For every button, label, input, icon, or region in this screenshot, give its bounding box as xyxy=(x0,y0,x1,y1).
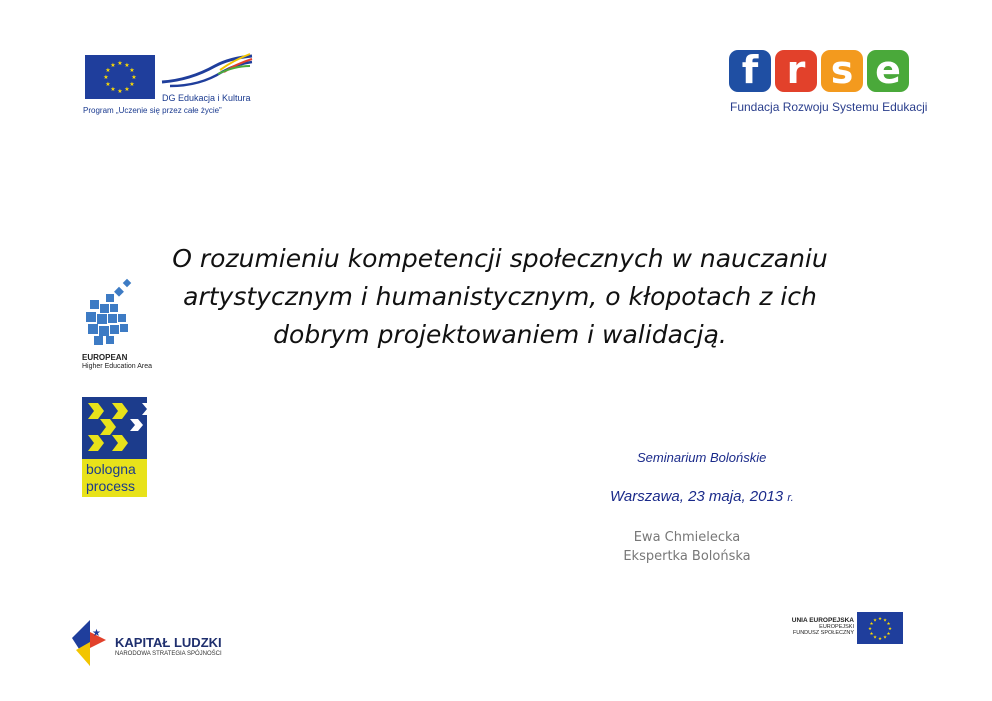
bologna-word: bologna xyxy=(86,461,136,477)
kapital-ludzki-icon xyxy=(72,618,108,668)
frse-letter-s: s xyxy=(821,50,863,92)
svg-text:★: ★ xyxy=(886,622,891,627)
svg-text:★: ★ xyxy=(869,632,874,637)
svg-text:★: ★ xyxy=(886,632,891,637)
svg-text:★: ★ xyxy=(877,637,883,642)
seminar-name: Seminarium Bolońskie xyxy=(637,450,767,465)
svg-text:★: ★ xyxy=(103,74,109,81)
ehea-puzzle-logo xyxy=(82,278,142,348)
eu-union-label: UNIA EUROPEJSKA xyxy=(791,617,854,624)
kapital-ludzki-subtitle: NARODOWA STRATEGIA SPÓJNOŚCI xyxy=(115,651,222,657)
ehea-label-european: EUROPEAN xyxy=(82,353,128,362)
svg-text:★: ★ xyxy=(117,88,123,95)
eu-fund-label-2: FUNDUSZ SPOŁECZNY xyxy=(792,630,854,636)
process-word: process xyxy=(86,478,136,494)
ehea-label-area: Higher Education Area xyxy=(82,363,153,370)
venue-date-suffix: r. xyxy=(787,492,794,504)
svg-text:★: ★ xyxy=(92,628,101,639)
svg-text:★: ★ xyxy=(867,627,873,632)
svg-text:★: ★ xyxy=(869,622,874,627)
lifelong-learning-program-label: Program „Uczenie się przez całe życie” xyxy=(83,106,222,115)
frse-letter-e: e xyxy=(867,50,909,92)
title-line-1: O rozumieniu kompetencji społecznych w nauczaniu xyxy=(172,244,828,273)
svg-text:★: ★ xyxy=(872,618,878,624)
svg-text:★: ★ xyxy=(887,627,893,632)
eu-fund-label-1: EUROPEJSKI xyxy=(819,624,854,630)
frse-caption: Fundacja Rozwoju Systemu Edukacji xyxy=(730,100,928,114)
kapital-ludzki-title: KAPITAŁ LUDZKI xyxy=(115,635,222,650)
svg-text:★: ★ xyxy=(105,81,111,88)
svg-text:★: ★ xyxy=(110,62,116,69)
dg-education-culture-label: DG Edukacja i Kultura xyxy=(162,93,251,103)
title-line-3: dobrym projektowaniem i walidacją. xyxy=(273,320,727,349)
svg-text:★: ★ xyxy=(105,67,111,74)
svg-text:★: ★ xyxy=(129,67,135,74)
frse-letter-r: r xyxy=(775,50,817,92)
svg-text:★: ★ xyxy=(110,86,116,93)
author-role: Ekspertka Bolońska xyxy=(623,549,751,564)
svg-text:★: ★ xyxy=(882,635,888,641)
author-block xyxy=(622,528,752,566)
svg-text:★: ★ xyxy=(129,81,135,88)
svg-text:★: ★ xyxy=(882,618,888,624)
presentation-title xyxy=(120,240,880,354)
author-name: Ewa Chmielecka xyxy=(633,530,741,545)
svg-text:★: ★ xyxy=(131,74,137,81)
svg-text:★: ★ xyxy=(872,635,878,641)
svg-text:★: ★ xyxy=(117,60,123,67)
svg-text:★: ★ xyxy=(124,62,130,69)
eu-flag-bottom-logo xyxy=(857,612,903,644)
bologna-process-logo xyxy=(82,397,157,497)
seminar-venue-date xyxy=(610,488,794,505)
eu-social-fund-text xyxy=(776,617,854,636)
eu-flag-logo xyxy=(85,55,155,99)
lifelong-learning-swoosh-logo xyxy=(160,52,255,94)
svg-text:★: ★ xyxy=(877,617,883,622)
frse-letter-f: f xyxy=(729,50,771,92)
svg-text:★: ★ xyxy=(124,86,130,93)
venue-date-text: Warszawa, 23 maja, 2013 xyxy=(610,488,784,505)
title-line-2: artystycznym i humanistycznym, o kłopotach z ich xyxy=(183,282,817,311)
frse-logo xyxy=(729,50,909,94)
